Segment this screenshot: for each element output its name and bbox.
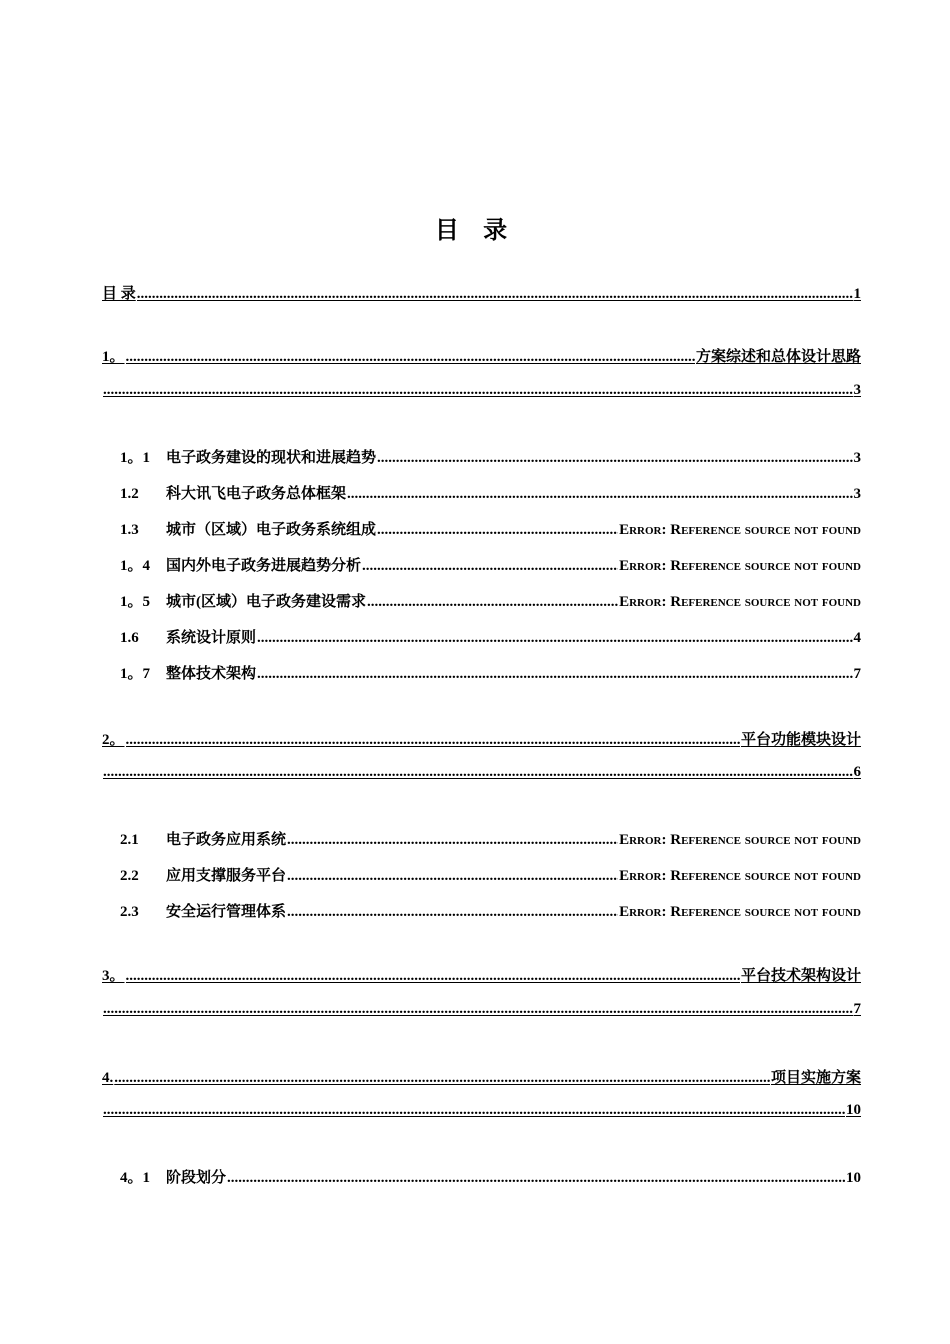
toc-entry-label: 安全运行管理体系 <box>166 904 287 920</box>
toc-entry-number: 1.3 <box>120 522 139 538</box>
toc-leader <box>103 764 853 781</box>
toc-entry-s2-1[interactable] <box>120 828 861 849</box>
toc-entry-label: 电子政务应用系统 <box>166 832 287 848</box>
toc-leader <box>103 1001 853 1018</box>
toc-entry-s2[interactable] <box>102 728 861 749</box>
toc-entry-number: 1.2 <box>120 486 139 502</box>
toc-leader <box>347 486 852 503</box>
toc-entry-number: 1。7 <box>120 666 151 682</box>
toc-entry-s3-page-line[interactable] <box>102 1001 861 1018</box>
toc-entry-page: Error: Reference source not found <box>619 522 861 538</box>
toc-entry-s1-2[interactable] <box>120 482 861 503</box>
toc-entry-label: 整体技术架构 <box>166 666 257 682</box>
toc-leader <box>257 630 852 647</box>
toc-entry-label: 科大讯飞电子政务总体框架 <box>166 486 347 502</box>
toc-entry-number: 1.6 <box>120 630 139 646</box>
toc-entry-page: Error: Reference source not found <box>619 832 861 848</box>
toc-entry-label: 平台技术架构设计 <box>740 968 861 984</box>
toc-entry-s1-7[interactable] <box>120 662 861 683</box>
toc-entry-page: Error: Reference source not found <box>619 904 861 920</box>
toc-entry-number: 1。1 <box>120 450 151 466</box>
toc-leader <box>103 1102 845 1119</box>
toc-entry-label: 平台功能模块设计 <box>740 732 861 748</box>
toc-entry-page: 3 <box>853 486 861 502</box>
toc-entry-s2-2[interactable] <box>120 864 861 885</box>
toc-leader <box>287 868 618 885</box>
toc-entry-label: 应用支撑服务平台 <box>166 868 287 884</box>
toc-leader <box>362 558 618 575</box>
toc-entry-page: 4 <box>853 630 861 646</box>
toc-entry-s2-page-line[interactable] <box>102 764 861 781</box>
toc-entry-page: 3 <box>853 450 861 466</box>
toc-leader <box>137 286 853 303</box>
toc-entry-label: 电子政务建设的现状和进展趋势 <box>166 450 377 466</box>
toc-entry-number: 4。1 <box>120 1170 151 1186</box>
toc-entry-s1-4[interactable] <box>120 554 861 575</box>
toc-entry-label: 国内外电子政务进展趋势分析 <box>166 558 362 574</box>
toc-entry-number: 2。 <box>102 732 125 748</box>
toc-leader <box>287 904 618 921</box>
toc-entry-label: 项目实施方案 <box>770 1070 861 1086</box>
toc-entry-number: 3。 <box>102 968 125 984</box>
toc-leader <box>227 1170 845 1187</box>
toc-entry-s1-6[interactable] <box>120 626 861 647</box>
toc-entry-s1-1[interactable] <box>120 446 861 467</box>
toc-leader <box>126 968 740 985</box>
toc-entry-label: 方案综述和总体设计思路 <box>695 349 861 365</box>
toc-leader <box>377 450 852 467</box>
toc-entry-page: 6 <box>853 764 861 780</box>
toc-entry-s1[interactable] <box>102 345 861 366</box>
toc-entry-number: 2.2 <box>120 868 139 884</box>
toc-leader <box>126 732 740 749</box>
toc-leader <box>287 832 618 849</box>
toc-entry-number: 1。4 <box>120 558 151 574</box>
toc-entry-page: Error: Reference source not found <box>619 594 861 610</box>
toc-entry-s4-page-line[interactable] <box>102 1102 861 1119</box>
toc-entry-s1-3[interactable] <box>120 518 861 539</box>
toc-entry-label: 城市(区域）电子政务建设需求 <box>166 594 366 610</box>
toc-entry-label: 系统设计原则 <box>166 630 257 646</box>
toc-entry-number: 4. <box>102 1070 114 1086</box>
toc-leader <box>367 594 618 611</box>
toc-entry-s4[interactable] <box>102 1066 861 1087</box>
toc-entry-number: 2.3 <box>120 904 139 920</box>
toc-entry-s1-5[interactable] <box>120 590 861 611</box>
toc-leader <box>377 522 618 539</box>
toc-leader <box>103 382 853 399</box>
toc-leader <box>126 349 695 366</box>
page-title: 目 录 <box>434 216 516 244</box>
toc-entry-label: 城市（区域）电子政务系统组成 <box>166 522 377 538</box>
toc-entry-page: Error: Reference source not found <box>619 558 861 574</box>
toc-entry-number: 1。5 <box>120 594 151 610</box>
toc-entry-s1-page-line[interactable] <box>102 382 861 399</box>
toc-entry-s3[interactable] <box>102 964 861 985</box>
toc-entry-number: 1。 <box>102 349 125 365</box>
toc-entry-label: 阶段划分 <box>166 1170 227 1186</box>
toc-entry-page: 3 <box>853 382 861 398</box>
toc-leader <box>114 1070 770 1087</box>
toc-leader <box>257 666 852 683</box>
toc-entry-page: 7 <box>853 1001 861 1017</box>
toc-entry-page: 1 <box>853 286 861 302</box>
toc-entry-s2-3[interactable] <box>120 900 861 921</box>
toc-entry-number: 2.1 <box>120 832 139 848</box>
toc-entry-page: Error: Reference source not found <box>619 868 861 884</box>
toc-entry-number: 目 录 <box>102 286 136 302</box>
toc-entry-page: 10 <box>846 1170 861 1186</box>
toc-entry-toc[interactable] <box>102 282 861 303</box>
toc-entry-s4-1[interactable] <box>120 1166 861 1187</box>
toc-entry-page: 7 <box>853 666 861 682</box>
toc-entry-page: 10 <box>846 1102 861 1118</box>
